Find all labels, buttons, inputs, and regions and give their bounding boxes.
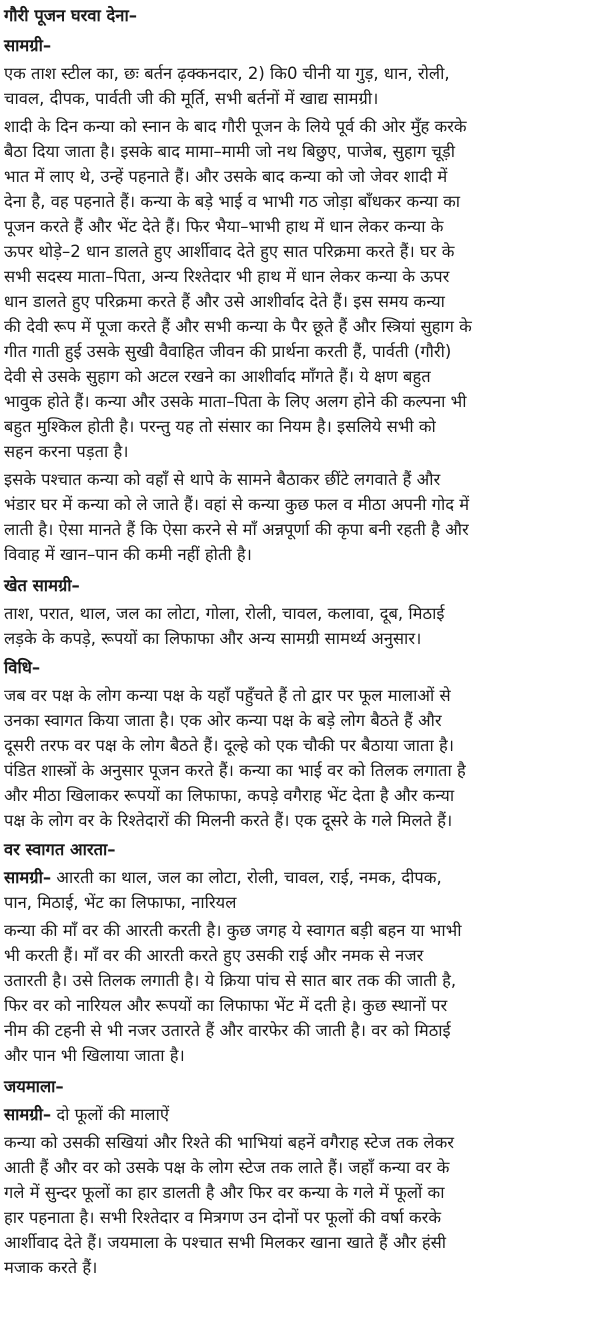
samagri-label: सामग्री– [4,868,52,887]
paragraph-line: नीम की टहनी से भी नजर उतारते हैं और वारफेर की जाती है। वर को मिठाई [4,1021,451,1040]
section-heading-jaymala: जयमाला– [4,1077,64,1096]
paragraph-line: चावल, दीपक, पार्वती जी की मूर्ति, सभी बर्तनों में खाद्य सामग्री। [4,89,379,108]
paragraph-line: आती हैं और वर को उसके पक्ष के लोग स्टेज तक लाते हैं। जहाँ कन्या वर के [4,1158,450,1177]
paragraph-line: देना है, वह पहनाते हैं। कन्या के बड़े भाई व भाभी गठ जोड़ा बाँधकर कन्या का [4,192,461,211]
samagri-continuation: पान, मिठाई, भेंट का लिफाफा, नारियल [4,893,237,912]
paragraph-line: लड़के के कपड़े, रूपयों का लिफाफा और अन्य सामग्री सामर्थ्य अनुसार। [4,629,422,648]
paragraph-line: भंडार घर में कन्या को ले जाते हैं। वहां से कन्या कुछ फल व मीठा अपनी गोद में [4,495,470,514]
paragraph-line: हार पहनाता है। सभी रिश्तेदार व मित्रगण उन दोनों पर फूलों की वर्षा करके [4,1208,442,1227]
paragraph-line: कन्या की माँ वर की आरती करती है। कुछ जगह ये स्वागत बड़ी बहन या भाभी [4,921,462,940]
section-heading-gauri-poojan: गौरी पूजन घरवा देना– [4,6,137,25]
paragraph-line: सभी सदस्य माता–पिता, अन्य रिश्तेदार भी हाथ में धान लेकर कन्या के ऊपर [4,267,450,286]
section-heading-khet-samagri: खेत सामग्री– [4,576,80,595]
paragraph-line: की देवी रूप में पूजा करते हैं और सभी कन्या के पैर छूते हैं और स्त्रियां सुहाग के [4,317,472,336]
samagri-line [4,866,442,890]
paragraph-line: और मीठा खिलाकर रूपयों का लिफाफा, कपड़े वगैराह भेंट देता है और कन्या [4,786,455,805]
samagri-label: सामग्री– [4,1105,52,1124]
paragraph-line: शादी के दिन कन्या को स्नान के बाद गौरी पूजन के लिये पूर्व की ओर मुँह करके [4,117,467,136]
paragraph-line: उतारती है। उसे तिलक लगाती है। ये क्रिया पांच से सात बार तक की जाती है, [4,971,457,990]
section-heading-var-swagat-aarta: वर स्वागत आरता– [4,840,116,859]
paragraph-line: पूजन करते हैं और भेंट देते हैं। फिर भैया–भाभी हाथ में धान लेकर कन्या के [4,217,444,236]
paragraph-line: फिर वर को नारियल और रूपयों का लिफाफा भेंट में दती हे। कुछ स्थानों पर [4,996,448,1015]
paragraph-line: दूसरी तरफ वर पक्ष के लोग बैठते हैं। दूल्हे को एक चौकी पर बैठाया जाता है। [4,736,454,755]
samagri-label: सामग्री– [4,36,52,55]
paragraph-line: पक्ष के लोग वर के रिश्तेदारों की मिलनी करते हैं। एक दूसरे के गले मिलते हैं। [4,811,453,830]
paragraph-line: ताश, परात, थाल, जल का लोटा, गोला, रोली, चावल, कलावा, दूब, मिठाई [4,604,445,623]
samagri-text: आरती का थाल, जल का लोटा, रोली, चावल, राई, नमक, दीपक, [51,868,442,887]
paragraph-line: गीत गाती हुई उसके सुखी वैवाहित जीवन की प्रार्थना करती हैं, पार्वती (गौरी) [4,342,452,361]
paragraph-line: लाती है। ऐसा मानते हैं कि ऐसा करने से माँ अन्नपूर्णा की कृपा बनी रहती है और [4,520,469,539]
paragraph-line: जब वर पक्ष के लोग कन्या पक्ष के यहाँ पहुँचते हैं तो द्वार पर फूल मालाओं से [4,686,451,705]
paragraph-line: ऊपर थोड़े–2 धान डालते हुए आर्शीवाद देते हुए सात परिक्रमा करते हैं। घर के [4,242,455,261]
paragraph-line: उनका स्वागत किया जाता है। एक ओर कन्या पक्ष के बड़े लोग बैठते हैं और [4,711,442,730]
paragraph-line: बहुत मुश्किल होती है। परन्तु यह तो संसार का नियम है। इसलिये सभी को [4,417,436,436]
section-heading-vidhi: विधि– [4,658,41,677]
paragraph-line: पंडित शास्त्रों के अनुसार पूजन करते हैं। कन्या का भाई वर को तिलक लगाता है [4,761,466,780]
paragraph-line: भावुक होते हैं। कन्या और उसके माता–पिता के लिए अलग होने की कल्पना भी [4,392,467,411]
paragraph-line: मजाक करते हैं। [4,1258,98,1277]
samagri-line [4,1103,169,1127]
paragraph-line: विवाह में खान–पान की कमी नहीं होती है। [4,545,252,564]
paragraph-line: देवी से उसके सुहाग को अटल रखने का आशीर्वाद माँगते हैं। ये क्षण बहुत [4,367,431,386]
paragraph-line: कन्या को उसकी सखियां और रिश्ते की भाभियां बहनें वगैराह स्टेज तक लेकर [4,1133,455,1152]
paragraph-line: बैठा दिया जाता है। इसके बाद मामा–मामी जो नथ बिछुए, पाजेब, सुहाग चूड़ी [4,142,455,161]
paragraph-line: और पान भी खिलाया जाता है। [4,1046,185,1065]
paragraph-line: आर्शीवाद देते हैं। जयमाला के पश्चात सभी मिलकर खाना खाते हैं और हंसी [4,1233,447,1252]
paragraph-line: धान डालते हुए परिक्रमा करते हैं और उसे आशीर्वाद देते हैं। इस समय कन्या [4,292,445,311]
paragraph-line: सहन करना पड़ता है। [4,442,129,461]
paragraph-line: गले में सुन्दर फूलों का हार डालती है और फिर वर कन्या के गले में फूलों का [4,1183,445,1202]
paragraph-line: एक ताश स्टील का, छः बर्तन ढ़क्कनदार, 2) कि0 चीनी या गुड़, धान, रोली, [4,64,450,83]
paragraph-line: भी करती हैं। माँ वर की आरती करते हुए उसकी राई और नमक से नजर [4,946,424,965]
paragraph-line: इसके पश्चात कन्या को वहाँ से थापे के सामने बैठाकर छींटे लगवाते हैं और [4,470,441,489]
paragraph-line: भात में लाए थे, उन्हें पहनाते हैं। और उसके बाद कन्या को जो जेवर शादी में [4,167,448,186]
samagri-text: दो फूलों की मालाऐं [51,1105,169,1124]
